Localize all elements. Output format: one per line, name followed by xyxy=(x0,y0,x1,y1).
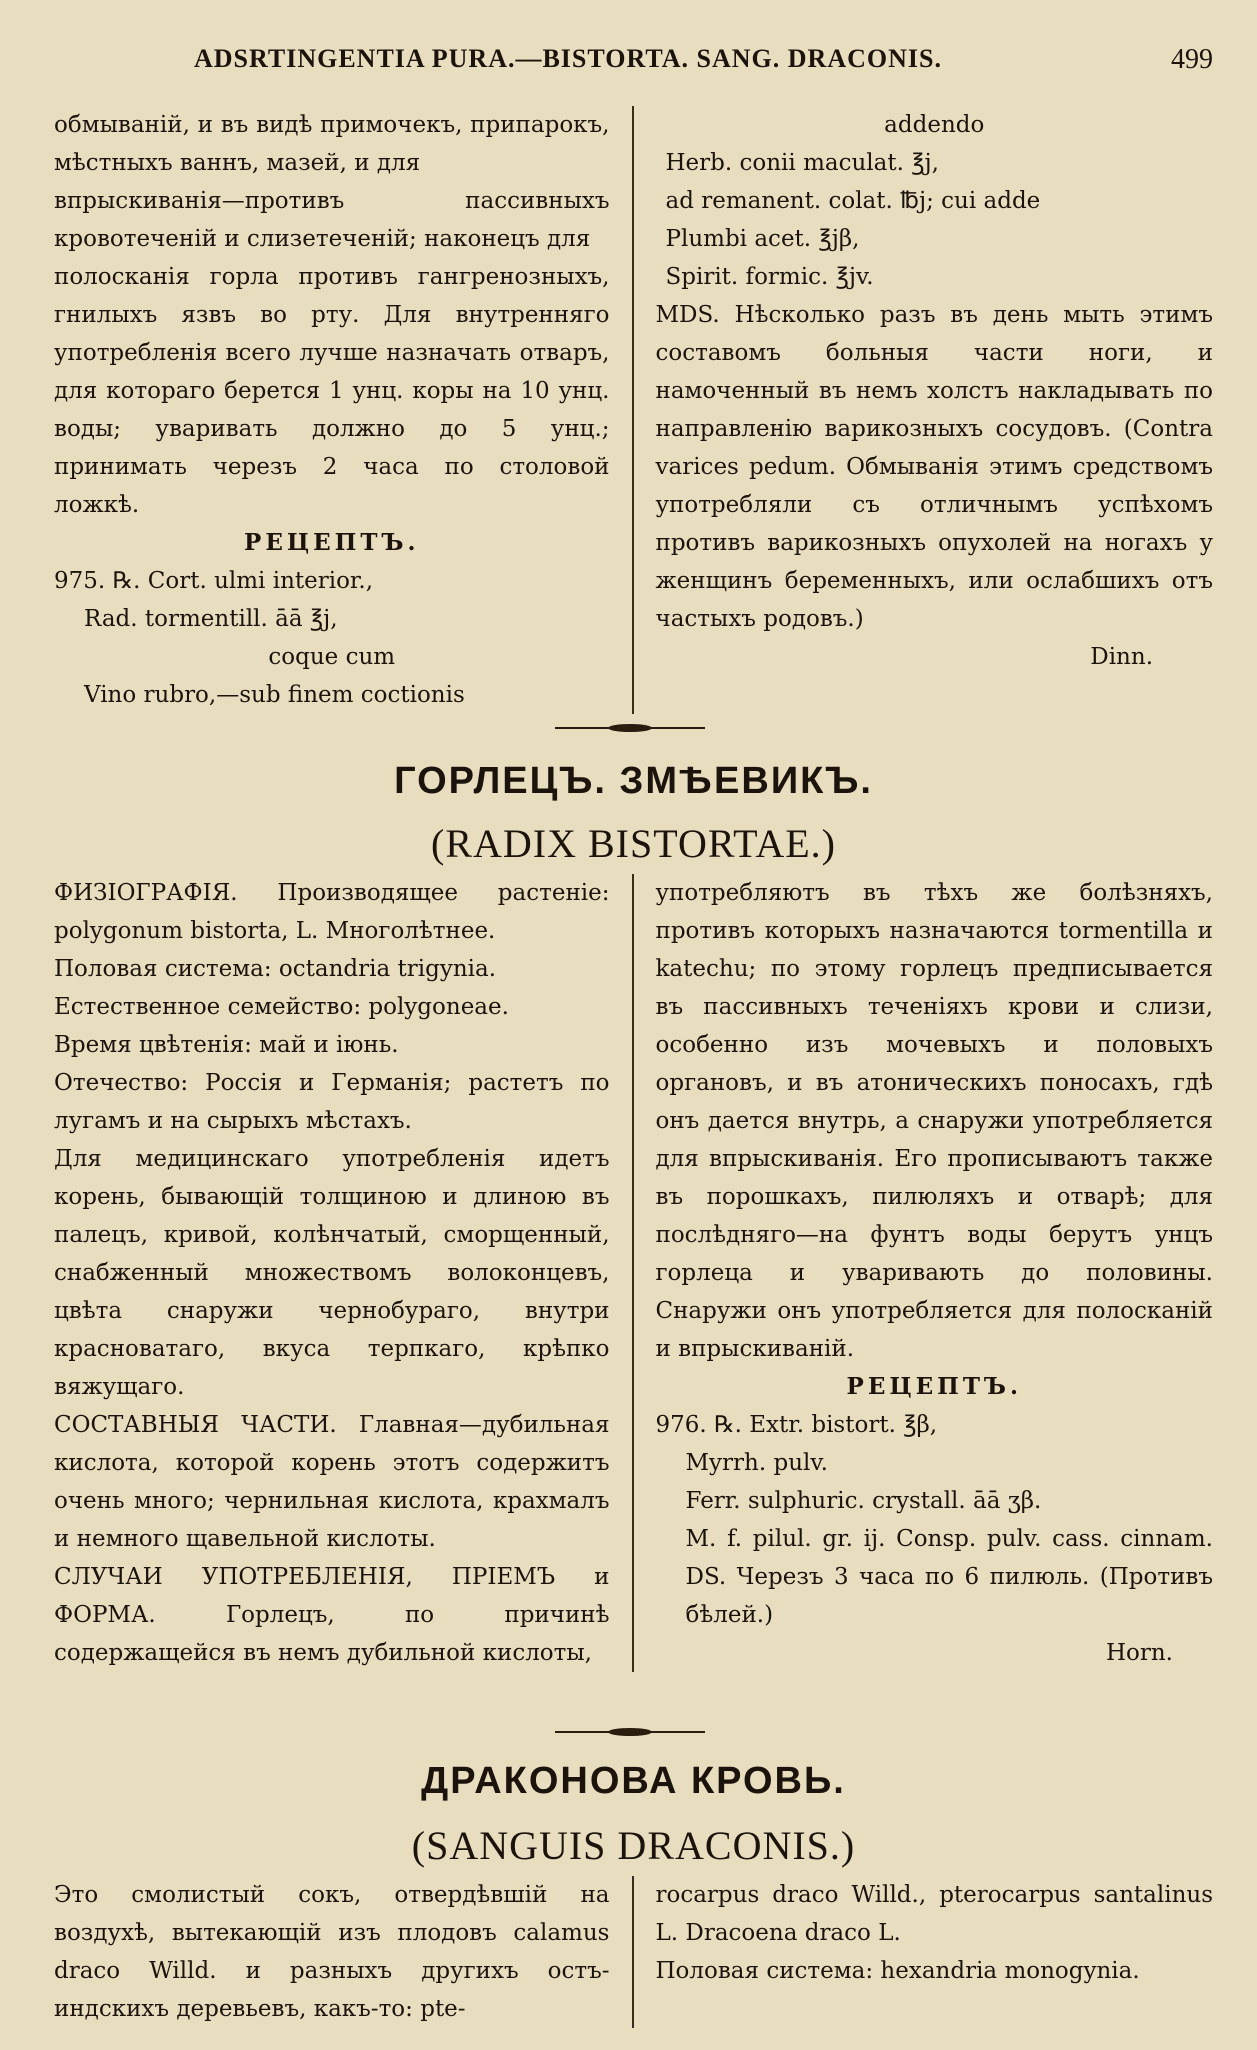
page-number: 499 xyxy=(1171,44,1213,75)
recipe-line: 976. ℞. Extr. bistort. ℥β, xyxy=(655,1412,938,1438)
recipe-line: 975. ℞. Cort. ulmi interior., xyxy=(54,568,374,594)
recipe-line: M. f. pilul. gr. ij. Consp. pulv. cass. cinnam. DS. Черезъ 3 часа по 6 пилюль. (Противъ бѣлей.) xyxy=(685,1526,1213,1628)
heading-latin: (SANGUIS DRACONIS.) xyxy=(411,1823,856,1868)
section-subheading-dragons-blood xyxy=(54,1822,1213,1869)
recipe-line: Spirit. formic. ℥jv. xyxy=(665,264,874,290)
paragraph: Это смолистый сокъ, отвердѣвшiй на воздухѣ, вытекающiй изъ плодовъ calamus draco Willd. и разныхъ другихъ остъ-индскихъ деревьевъ, какъ-то: pte- xyxy=(54,1882,610,2022)
right-column xyxy=(634,874,1214,1672)
section-bistorta xyxy=(54,874,1213,1672)
paragraph: Отечество: Россiя и Германiя; растетъ по лугамъ и на сырыхъ мѣстахъ. xyxy=(54,1070,610,1134)
recipe-author: Horn. xyxy=(1105,1640,1173,1666)
section-continuation xyxy=(54,106,1213,714)
recipe-line: Plumbi acet. ℥jβ, xyxy=(665,226,860,252)
recipe-line: Herb. conii maculat. ℥j, xyxy=(665,150,939,176)
recipe-line: ad remanent. colat. ℔j; cui adde xyxy=(665,188,1041,214)
paragraph: Для медицинскаго употребленiя идетъ корень, бывающiй толщиною и длиною въ палецъ, кривой, колѣнчатый, сморщенный, снабженный множествомъ волоконцевъ, цвѣта снаружи чернобураго, внутри красноватаго, вкуса терпкаго, крѣпко вяжущаго. xyxy=(54,1146,610,1400)
paragraph: СОСТАВНЫЯ ЧАСТИ. Главная—дубильная кислота, которой корень этотъ содержитъ очень много; чернильная кислота, крахмалъ и немного щавельной кислоты. xyxy=(54,1412,610,1552)
paragraph: СЛУЧАИ УПОТРЕБЛЕНIЯ, ПРIЕМЪ и ФОРМА. Горлецъ, по причинѣ содержащейся въ немъ дубильной кислоты, xyxy=(54,1564,610,1666)
right-column xyxy=(634,106,1214,714)
section-heading-dragons-blood xyxy=(54,1760,1213,1803)
recipe-line: addendo xyxy=(884,112,985,138)
recipe-author: Dinn. xyxy=(1090,644,1153,670)
section-dragons-blood xyxy=(54,1876,1213,2028)
ornament-divider xyxy=(555,718,705,728)
paragraph: Время цвѣтенiя: май и iюнь. xyxy=(54,1032,399,1058)
ornament-divider xyxy=(555,1722,705,1732)
recipe-line: Myrrh. pulv. xyxy=(685,1450,828,1476)
paragraph: Половая система: octandria trigynia. xyxy=(54,956,497,982)
left-column xyxy=(54,874,634,1672)
heading-russian: ДРАКОНОВА КРОВЬ. xyxy=(421,1760,846,1802)
recipe-line: Ferr. sulphuric. crystall. āā ʒβ. xyxy=(685,1488,1042,1514)
paragraph: обмыванiй, и въ видѣ примочекъ, припарокъ, мѣстныхъ ваннъ, мазей, и для xyxy=(54,112,610,176)
heading-latin: (RADIX BISTORTAE.) xyxy=(431,821,836,866)
paragraph: употребляютъ въ тѣхъ же болѣзняхъ, противъ которыхъ назначаются tormentilla и katechu; по этому горлецъ предписывается въ пассивныхъ теченiяхъ крови и слизи, особенно изъ мочевыхъ и половыхъ органовъ, и въ атоническихъ поносахъ, гдѣ онъ дается внутрь, а снаружи употребляется для впрыскиванiя. Его прописываютъ также въ порошкахъ, пилюляхъ и отварѣ; для послѣдняго—на фунтъ воды берутъ унцъ горлеца и уваривають до половины. Снаружи онъ употребляется для полосканiй и впрыскиванiй. xyxy=(655,880,1213,1362)
heading-russian: ГОРЛЕЦЪ. ЗМѢЕВИКЪ. xyxy=(394,760,873,802)
recipe-line: Vino rubro,—sub finem coctionis xyxy=(84,682,465,708)
right-column xyxy=(634,1876,1214,2028)
recipe-heading: РЕЦЕПТЪ. xyxy=(846,1373,1022,1400)
recipe-line: Rad. tormentill. āā ℥j, xyxy=(84,606,338,632)
running-header xyxy=(54,44,1213,84)
paragraph: впрыскиванiя—противъ пассивныхъ кровотеченiй и слизетеченiй; наконецъ для xyxy=(54,188,610,252)
left-column xyxy=(54,1876,634,2028)
section-heading-bistorta xyxy=(54,760,1213,803)
paragraph: MDS. Нѣсколько разъ въ день мыть этимъ составомъ больныя части ноги, и намоченный въ немъ холстъ накладывать по направленiю варикозныхъ сосудовъ. (Contra varices pedum. Обмыванiя этимъ средствомъ употребляли съ отличнымъ успѣхомъ противъ варикозныхъ опухолей на ногахъ у женщинъ беременныхъ, или ослабшихъ отъ частыхъ родовъ.) xyxy=(655,302,1213,632)
paragraph: rocarpus draco Willd., pterocarpus santalinus L. Dracoena draco L. xyxy=(655,1882,1213,1946)
recipe-line: coque cum xyxy=(268,644,396,670)
paragraph: полосканiя горла противъ гангренозныхъ, гнилыхъ язвъ во рту. Для внутренняго употребленiя всего лучше назначать отваръ, для котораго берется 1 унц. коры на 10 унц. воды; уваривать должно до 5 унц.; принимать черезъ 2 часа по столовой ложкѣ. xyxy=(54,264,610,518)
running-title: ADSRTINGENTIA PURA.—BISTORTA. SANG. DRACONIS. xyxy=(194,44,942,73)
paragraph: Половая система: hexandria monogynia. xyxy=(655,1958,1140,1984)
section-subheading-bistorta xyxy=(54,820,1213,867)
paragraph: ФИЗIОГРАФIЯ. Производящее растенiе: polygonum bistorta, L. Многолѣтнее. xyxy=(54,880,610,944)
paragraph: Естественное семейство: polygoneae. xyxy=(54,994,509,1020)
left-column xyxy=(54,106,634,714)
recipe-heading: РЕЦЕПТЪ. xyxy=(244,529,420,556)
